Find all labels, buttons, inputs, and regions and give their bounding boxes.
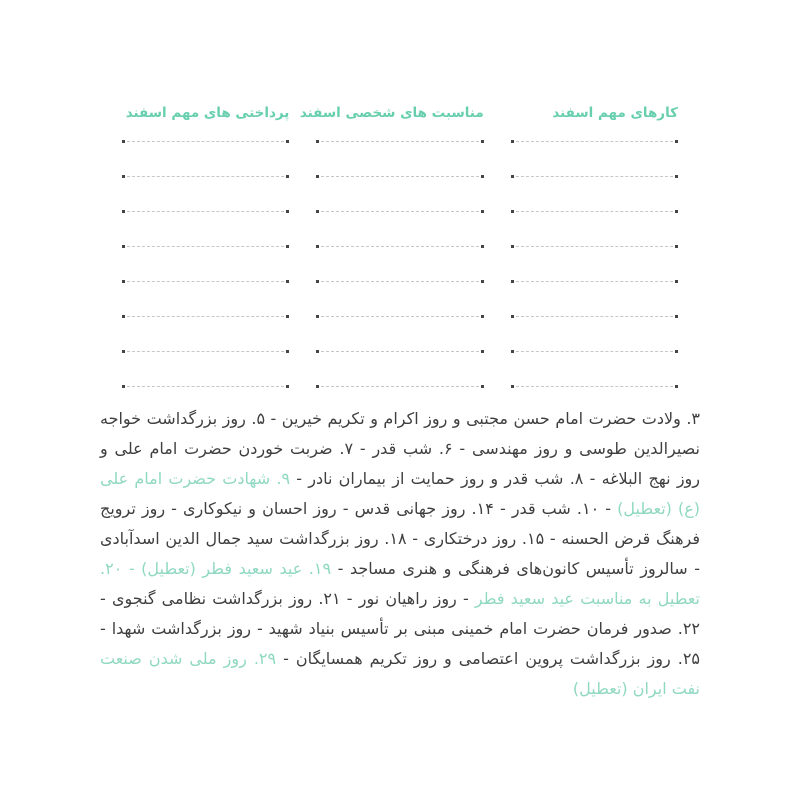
writing-line [511,245,678,248]
writing-line [511,175,678,178]
column-important-payments-lines [122,140,289,388]
writing-line [316,350,483,353]
column-important-payments [122,103,289,420]
notes-segment-holiday: ۹. شهادت حضرت امام علی (ع) (تعطیل) [100,469,701,518]
writing-line [316,315,483,318]
writing-line [511,315,678,318]
notes-segment: - ۱۰. شب قدر - ۱۴. روز جهانی قدس - روز احسان و نیکوکاری - روز ترویج فرهنگ قرض الحسنه - ۱۵. روز درختکاری - ۱۸. روز بزرگداشت سید جمال الدین اسدآبادی - سالروز تأسیس کانون‌های فرهنگی و هنری مساجد - [100,499,701,578]
writing-line [511,350,678,353]
writing-line [316,280,483,283]
writing-line [122,385,289,388]
notes-segment: ۳. ولادت حضرت امام حسن مجتبی و روز اکرام و تکریم خیرین - ۵. روز بزرگداشت خواجه نصیرالدین طوسی و روز مهندسی - ۶. شب قدر - ۷. ضربت خوردن حضرت امام علی و روز نهج البلاغه - ۸. شب قدر و روز حمایت از بیماران نادر - [100,409,701,488]
writing-line [122,245,289,248]
notes-segment: - روز راهیان نور - ۲۱. روز بزرگداشت نظامی گنجوی - ۲۲. صدور فرمان حضرت امام خمینی مبنی بر تأسیس بنیاد شهید - روز بزرگداشت شهدا - ۲۵. روز بزرگداشت پروین اعتصامی و روز تکریم همسایگان - [100,589,700,668]
writing-line [122,210,289,213]
writing-line [122,175,289,178]
notes-segment-holiday: ۲۹. روز ملی شدن صنعت نفت ایران (تعطیل) [100,649,700,698]
month-occasions-paragraph [100,404,700,704]
writing-line [316,140,483,143]
planner-columns [122,103,678,420]
column-personal-occasions-lines [316,140,483,388]
writing-line [316,210,483,213]
writing-line [122,280,289,283]
writing-line [122,140,289,143]
writing-line [511,210,678,213]
column-important-tasks-lines [511,140,678,388]
column-important-tasks [511,103,678,420]
writing-line [511,385,678,388]
writing-line [511,140,678,143]
column-important-payments-title: پرداختی های مهم اسفند [125,105,290,121]
writing-line [122,315,289,318]
column-personal-occasions-title: مناسبت های شخصی اسفند [299,105,484,121]
writing-line [316,175,483,178]
notes-segment-holiday: ۱۹. عید سعید فطر (تعطیل) - ۲۰. تعطیل به مناسبت عید سعید فطر [100,559,700,608]
writing-line [316,385,483,388]
writing-line [511,280,678,283]
writing-line [122,350,289,353]
writing-line [316,245,483,248]
column-personal-occasions [299,103,484,420]
column-important-tasks-title: کارهای مهم اسفند [552,105,678,121]
